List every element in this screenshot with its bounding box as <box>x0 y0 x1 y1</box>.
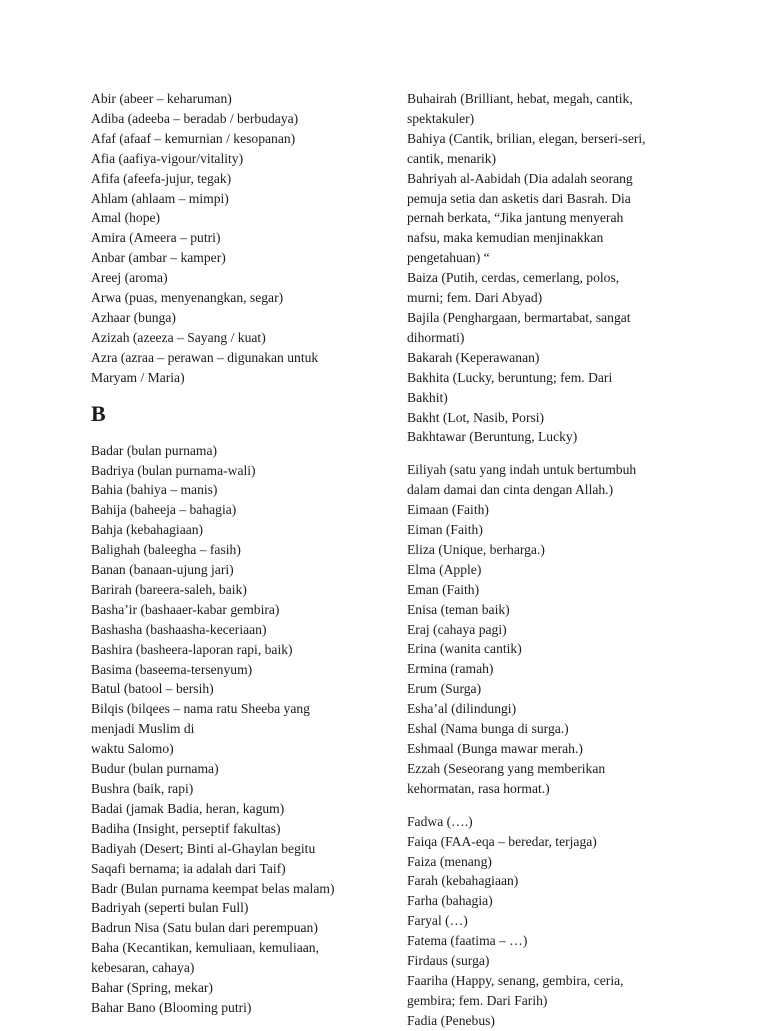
name-entry: Elma (Apple) <box>407 561 482 577</box>
name-entry: Bahiya (Cantik, brilian, elegan, berseri-seri, <box>407 130 646 146</box>
name-entry: Eman (Faith) <box>407 581 480 597</box>
name-entry: Badrun Nisa (Satu bulan dari perempuan) <box>91 920 318 936</box>
name-entry: Eiliyah (satu yang indah untuk bertumbuh <box>407 462 637 478</box>
name-entry: Budur (bulan purnama) <box>91 761 219 777</box>
name-entry: Bajila (Penghargaan, bermartabat, sangat <box>407 309 631 325</box>
name-entry: Badai (jamak Badia, heran, kagum) <box>91 800 285 816</box>
name-entry: kebesaran, cahaya) <box>91 960 195 976</box>
name-entry: Faryal (…) <box>407 913 468 929</box>
name-entry: nafsu, maka kemudian menjinakkan <box>407 230 604 246</box>
name-entry: Badar (bulan purnama) <box>91 442 218 458</box>
name-entry: Badriyah (seperti bulan Full) <box>91 900 249 916</box>
name-entry: Basha’ir (bashaaer-kabar gembira) <box>91 601 280 617</box>
name-entry: Bilqis (bilqees – nama ratu Sheeba yang <box>91 701 310 717</box>
name-entry: waktu Salomo) <box>91 741 174 757</box>
name-entry: Bakhita (Lucky, beruntung; fem. Dari <box>407 369 613 385</box>
name-entry: Bakarah (Keperawanan) <box>407 349 540 365</box>
name-entry: Afia (aafiya-vigour/vitality) <box>91 150 244 166</box>
name-entry: pengetahuan) “ <box>407 250 490 266</box>
name-entry: dalam damai dan cinta dengan Allah.) <box>407 482 614 498</box>
section-a-list <box>91 89 361 388</box>
name-entry: Azizah (azeeza – Sayang / kuat) <box>91 329 266 345</box>
name-entry: Eliza (Unique, berharga.) <box>407 541 545 557</box>
name-entry: pernah berkata, “Jika jantung menyerah <box>407 210 624 226</box>
name-entry: Ahlam (ahlaam – mimpi) <box>91 190 229 206</box>
name-entry: Bahriyah al-Aabidah (Dia adalah seorang <box>407 170 633 186</box>
name-entry: Fatema (faatima – …) <box>407 933 528 949</box>
name-entry: Amira (Ameera – putri) <box>91 230 221 246</box>
name-entry: Bakhit) <box>407 389 448 405</box>
name-entry: Eimaan (Faith) <box>407 502 489 518</box>
paragraph-gap <box>407 799 697 812</box>
section-heading-b: B <box>91 400 106 426</box>
name-entry: Erum (Surga) <box>407 681 482 697</box>
name-entry: cantik, menarik) <box>407 150 497 166</box>
name-entry: Azhaar (bunga) <box>91 309 176 325</box>
name-entry: Buhairah (Brilliant, hebat, megah, cantik, <box>407 91 633 106</box>
name-entry: Bahia (bahiya – manis) <box>91 482 218 498</box>
name-entry: Azra (azraa – perawan – digunakan untuk <box>91 349 319 365</box>
name-entry: Faariha (Happy, senang, gembira, ceria, <box>407 972 624 988</box>
name-entry: murni; fem. Dari Abyad) <box>407 290 543 306</box>
name-entry: Faiqa (FAA-eqa – beredar, terjaga) <box>407 833 597 849</box>
name-entry: Bahar (Spring, mekar) <box>91 980 213 996</box>
name-entry: Batul (batool – bersih) <box>91 681 214 697</box>
name-entry: menjadi Muslim di <box>91 721 195 737</box>
paragraph-gap <box>407 447 697 460</box>
left-column <box>91 89 361 1018</box>
name-entry: Bakhtawar (Beruntung, Lucky) <box>407 429 578 445</box>
name-entry: Balighah (baleegha – fasih) <box>91 542 241 558</box>
name-entry: Enisa (teman baik) <box>407 601 510 617</box>
name-entry: Fadia (Penebus) <box>407 1012 495 1028</box>
name-entry: pemuja setia dan asketis dari Basrah. Dia <box>407 190 631 206</box>
name-entry: Bushra (baik, rapi) <box>91 781 194 796</box>
name-entry: Saqafi bernama; ia adalah dari Taif) <box>91 860 286 876</box>
name-entry: dihormati) <box>407 329 465 345</box>
group-e-list <box>407 460 697 798</box>
name-entry: Eiman (Faith) <box>407 522 483 538</box>
name-entry: Afaf (afaaf – kemurnian / kesopanan) <box>91 130 296 146</box>
name-entry: Arwa (puas, menyenangkan, segar) <box>91 290 284 306</box>
right-column <box>407 89 697 1031</box>
name-entry: spektakuler) <box>407 110 475 126</box>
group-b-list <box>407 89 697 447</box>
group-f-list <box>407 812 697 1031</box>
name-entry: Eshal (Nama bunga di surga.) <box>407 721 569 737</box>
name-entry: Bahar Bano (Blooming putri) <box>91 999 252 1015</box>
name-entry: Banan (banaan-ujung jari) <box>91 562 234 578</box>
name-entry: Badiyah (Desert; Binti al-Ghaylan begitu <box>91 840 316 856</box>
name-entry: Abir (abeer – keharuman) <box>91 91 232 106</box>
name-entry: gembira; fem. Dari Farih) <box>407 992 548 1008</box>
name-entry: Baha (Kecantikan, kemuliaan, kemuliaan, <box>91 940 319 956</box>
name-entry: Badriya (bulan purnama-wali) <box>91 462 256 478</box>
name-entry: Erina (wanita cantik) <box>407 641 522 657</box>
name-entry: Basima (baseema-tersenyum) <box>91 661 253 677</box>
name-entry: Amal (hope) <box>91 210 161 226</box>
name-entry: Esha’al (dilindungi) <box>407 701 517 717</box>
section-b-list <box>91 441 361 1018</box>
name-entry: Baiza (Putih, cerdas, cemerlang, polos, <box>407 270 620 286</box>
name-entry: Faiza (menang) <box>407 853 492 869</box>
name-entry: Maryam / Maria) <box>91 369 185 385</box>
name-entry: Anbar (ambar – kamper) <box>91 250 226 266</box>
name-entry: Eraj (cahaya pagi) <box>407 621 507 637</box>
name-entry: Badr (Bulan purnama keempat belas malam) <box>91 880 335 896</box>
name-entry: Fadwa (….) <box>407 813 473 829</box>
name-entry: Bashasha (bashaasha-keceriaan) <box>91 621 267 637</box>
name-entry: Bahja (kebahagiaan) <box>91 522 204 538</box>
name-entry: Afifa (afeefa-jujur, tegak) <box>91 170 232 186</box>
name-entry: Bahija (baheeja – bahagia) <box>91 502 237 518</box>
name-entry: Ermina (ramah) <box>407 661 494 677</box>
name-entry: Barirah (bareera-saleh, baik) <box>91 581 247 597</box>
name-entry: Bashira (basheera-laporan rapi, baik) <box>91 641 293 657</box>
name-entry: kehormatan, rasa hormat.) <box>407 780 550 796</box>
name-entry: Eshmaal (Bunga mawar merah.) <box>407 741 583 756</box>
name-entry: Firdaus (surga) <box>407 953 490 969</box>
name-entry: Bakht (Lot, Nasib, Porsi) <box>407 409 545 425</box>
name-entry: Farah (kebahagiaan) <box>407 873 519 889</box>
name-entry: Areej (aroma) <box>91 270 168 286</box>
name-entry: Badiha (Insight, perseptif fakultas) <box>91 820 281 836</box>
name-entry: Adiba (adeeba – beradab / berbudaya) <box>91 110 299 126</box>
name-entry: Ezzah (Seseorang yang memberikan <box>407 760 606 776</box>
name-entry: Farha (bahagia) <box>407 893 493 909</box>
